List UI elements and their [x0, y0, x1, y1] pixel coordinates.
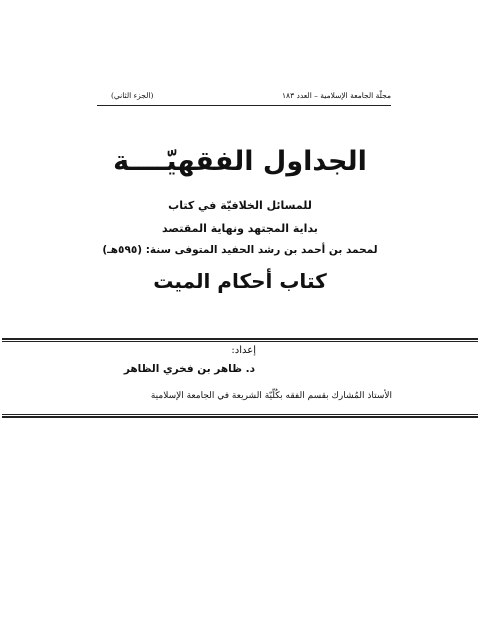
- running-header: [97, 87, 391, 106]
- subtitle-line-3: لمحمد بن أحمد بن رشد الحفيد المتوفى سنة: (٥٩٥هـ): [102, 244, 378, 256]
- prepared-by-label: إعداد:: [231, 345, 256, 356]
- subtitle-line-2: بداية المجتهد ونهاية المقتصد: [162, 222, 318, 235]
- subtitle-line-1: للمسائل الخلافيّة في كتاب: [168, 199, 312, 212]
- journal-issue: مجلّة الجامعة الإسلامية – العدد ١٨٣: [282, 91, 391, 100]
- author-box: [2, 338, 478, 418]
- main-title: الجداول الفقهيّــــة: [113, 146, 367, 177]
- author-name: د. ظاهر بن فخري الظاهر: [123, 363, 255, 375]
- part-label: (الجزء الثاني): [111, 91, 154, 100]
- author-position: الأستاذ المُشارك بقسم الفقه بكُلّيّة الشريعة في الجامعة الإسلامية: [150, 391, 392, 401]
- chapter-title: كتاب أحكام الميت: [153, 269, 327, 293]
